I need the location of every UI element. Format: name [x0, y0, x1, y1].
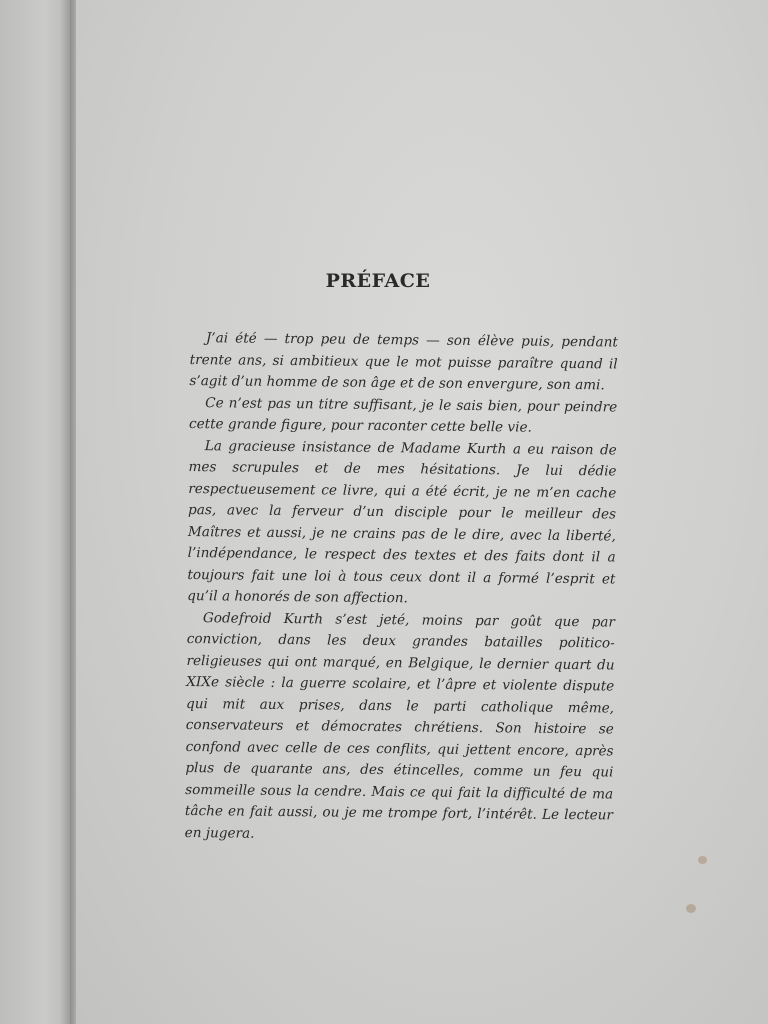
- page-title: PRÉFACE: [325, 270, 431, 292]
- paper-spot: [698, 856, 707, 864]
- paragraph: J’ai été — trop peu de temps — son élève puis, pendant trente ans, si ambitieux que le mot puisse paraître quand il s’agit d’un homme de son âge et de son envergure, son ami.: [189, 330, 618, 394]
- preface-text: [185, 328, 618, 848]
- paragraph: Ce n’est pas un titre suffisant, je le sais bien, pour peindre cette grande figure, pour raconter cette belle vie.: [188, 394, 618, 436]
- paragraph: Godefroid Kurth s’est jeté, moins par goût que par conviction, dans les deux grandes batailles politico-religieuses qui ont marqué, en Belgique, le dernier quart du XIXe siècle : la guerre scolaire, et l’âpre et violente dispute qui mit aux prises, dans le parti catholique même, conservateurs et démocrates chrétiens. Son histoire se confond avec celle de ces conflits, qui jettent encore, après plus de quarante ans, des étincelles, comme un feu qui sommeille sous la cendre. Mais ce qui fait la difficulté de ma tâche en fait aussi, ou je me trompe fort, l’intérêt. Le lecteur en jugera.: [184, 609, 616, 842]
- paragraph: La gracieuse insistance de Madame Kurth a eu raison de mes scrupules et de mes hésitations. Je lui dédie respectueusement ce livre, qui a été écrit, je ne m’en cache pas, avec la ferveur d’un disciple pour le meilleur des Maîtres et aussi, je ne crains pas de le dire, avec la liberté, l’indépendance, le respect des textes et des faits dont il a toujours fait une loi à tous ceux dont il a formé l’esprit et qu’il a honorés de son affection.: [187, 437, 617, 607]
- paper-spot: [686, 904, 696, 913]
